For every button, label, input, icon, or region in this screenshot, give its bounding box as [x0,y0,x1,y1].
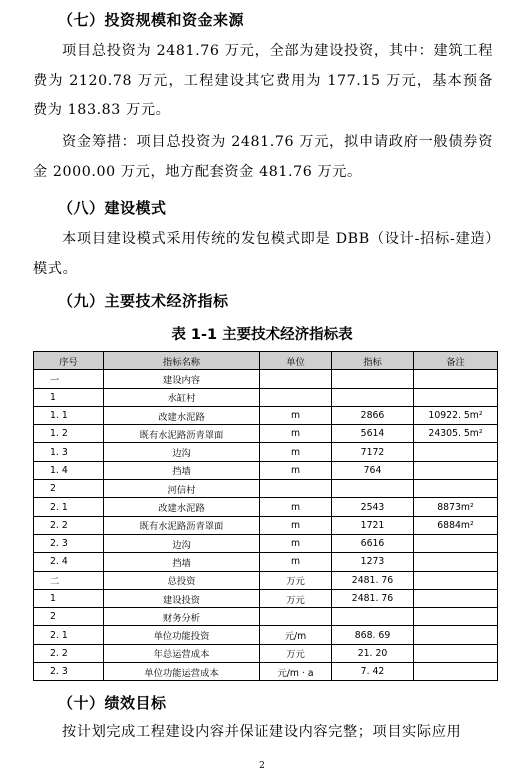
tech-economic-indicator-table [33,351,498,681]
cell-seq: 1. 3 [34,443,104,461]
cell-indicator-name: 挡墙 [104,553,260,571]
cell-indicator-name: 单位功能运营成本 [104,663,260,681]
cell-unit: 万元 [260,644,332,662]
cell-seq: 2. 4 [34,553,104,571]
cell-seq: 1 [34,388,104,406]
cell-unit: 元/m · a [260,663,332,681]
table-caption: 表 1-1 主要技术经济指标表 [171,327,353,343]
cell-indicator-value: 2481. 76 [332,571,414,589]
table-row [34,388,498,406]
cell-unit: m [260,534,332,552]
cell-seq: 2 [34,608,104,626]
cell-remark [414,626,498,644]
table-row [34,553,498,571]
section-8-heading: （八）建设模式 [58,199,167,217]
cell-unit: 万元 [260,571,332,589]
section-7-paragraph-2: 资金筹措：项目总投资为 2481.76 万元，拟申请政府一般债券资金 2000.00 万元，地方配套资金 481.76 万元。 [33,134,493,180]
cell-seq: 2. 2 [34,644,104,662]
section-7-heading: （七）投资规模和资金来源 [58,11,245,29]
table-row [34,370,498,388]
cell-unit: 元/m [260,626,332,644]
cell-unit: m [260,461,332,479]
table-row [34,498,498,516]
cell-seq: 一 [34,370,104,388]
cell-indicator-name: 边沟 [104,443,260,461]
cell-indicator-value: 7. 42 [332,663,414,681]
table-header-row [34,352,498,370]
cell-indicator-value: 2866 [332,406,414,424]
cell-unit: m [260,516,332,534]
cell-indicator-value: 7172 [332,443,414,461]
cell-indicator-name: 建设投资 [104,589,260,607]
cell-unit: m [260,553,332,571]
cell-seq: 二 [34,571,104,589]
table-row [34,480,498,498]
cell-indicator-name: 水缸村 [104,388,260,406]
table-row [34,589,498,607]
header-seq: 序号 [34,352,104,370]
cell-indicator-name: 建设内容 [104,370,260,388]
cell-indicator-value [332,388,414,406]
page-number: 2 [259,761,265,771]
cell-remark [414,534,498,552]
section-9-heading: （九）主要技术经济指标 [58,292,229,310]
cell-indicator-name: 既有水泥路沥青罩面 [104,425,260,443]
cell-indicator-name: 总投资 [104,571,260,589]
cell-indicator-value: 764 [332,461,414,479]
cell-unit [260,608,332,626]
cell-indicator-name: 河信村 [104,480,260,498]
section-8-paragraph: 本项目建设模式采用传统的发包模式即是 DBB（设计-招标-建造）模式。 [33,231,493,277]
cell-remark [414,370,498,388]
table-row [34,644,498,662]
table-row [34,626,498,644]
cell-remark [414,388,498,406]
header-unit: 单位 [260,352,332,370]
cell-remark [414,553,498,571]
cell-unit: 万元 [260,589,332,607]
cell-indicator-name: 挡墙 [104,461,260,479]
section-10-paragraph: 按计划完成工程建设内容并保证建设内容完整；项目实际应用 [62,724,462,740]
cell-seq: 1. 1 [34,406,104,424]
cell-seq: 1. 2 [34,425,104,443]
cell-unit: m [260,498,332,516]
header-remark: 备注 [414,352,498,370]
cell-remark [414,443,498,461]
cell-remark: 10922. 5m² [414,406,498,424]
cell-indicator-value: 2543 [332,498,414,516]
table-row [34,663,498,681]
cell-indicator-name: 年总运营成本 [104,644,260,662]
table-row [34,461,498,479]
cell-remark: 24305. 5m² [414,425,498,443]
cell-unit [260,370,332,388]
cell-remark [414,571,498,589]
cell-remark [414,461,498,479]
cell-indicator-name: 改建水泥路 [104,498,260,516]
cell-seq: 2. 3 [34,663,104,681]
cell-seq: 2. 1 [34,626,104,644]
table-row [34,534,498,552]
header-indicator-name: 指标名称 [104,352,260,370]
cell-indicator-value: 6616 [332,534,414,552]
cell-seq: 1. 4 [34,461,104,479]
section-7-paragraph-1: 项目总投资为 2481.76 万元，全部为建设投资，其中：建筑工程费为 2120.78 万元，工程建设其它费用为 177.15 万元，基本预备费为 183.83 万元。 [33,43,493,118]
cell-remark: 8873m² [414,498,498,516]
cell-indicator-value: 5614 [332,425,414,443]
cell-unit: m [260,406,332,424]
cell-unit: m [260,425,332,443]
cell-indicator-name: 改建水泥路 [104,406,260,424]
table-row [34,425,498,443]
header-indicator-value: 指标 [332,352,414,370]
cell-remark [414,480,498,498]
cell-indicator-value: 1273 [332,553,414,571]
table-row [34,571,498,589]
cell-unit: m [260,443,332,461]
table-row [34,406,498,424]
cell-remark [414,608,498,626]
cell-remark [414,589,498,607]
table-row [34,443,498,461]
cell-remark [414,663,498,681]
cell-indicator-value: 2481. 76 [332,589,414,607]
cell-indicator-name: 财务分析 [104,608,260,626]
cell-remark: 6884m² [414,516,498,534]
cell-indicator-value: 21. 20 [332,644,414,662]
table-body [34,370,498,681]
cell-seq: 1 [34,589,104,607]
table-row [34,608,498,626]
section-10-heading: （十）绩效目标 [58,694,167,712]
cell-seq: 2 [34,480,104,498]
cell-unit [260,388,332,406]
cell-indicator-name: 单位功能投资 [104,626,260,644]
cell-seq: 2. 3 [34,534,104,552]
cell-indicator-value [332,608,414,626]
table-row [34,516,498,534]
cell-indicator-value: 868. 69 [332,626,414,644]
cell-indicator-name: 既有水泥路沥青罩面 [104,516,260,534]
cell-remark [414,644,498,662]
cell-seq: 2. 1 [34,498,104,516]
cell-indicator-name: 边沟 [104,534,260,552]
cell-indicator-value [332,480,414,498]
cell-indicator-value [332,370,414,388]
cell-indicator-value: 1721 [332,516,414,534]
cell-unit [260,480,332,498]
cell-seq: 2. 2 [34,516,104,534]
